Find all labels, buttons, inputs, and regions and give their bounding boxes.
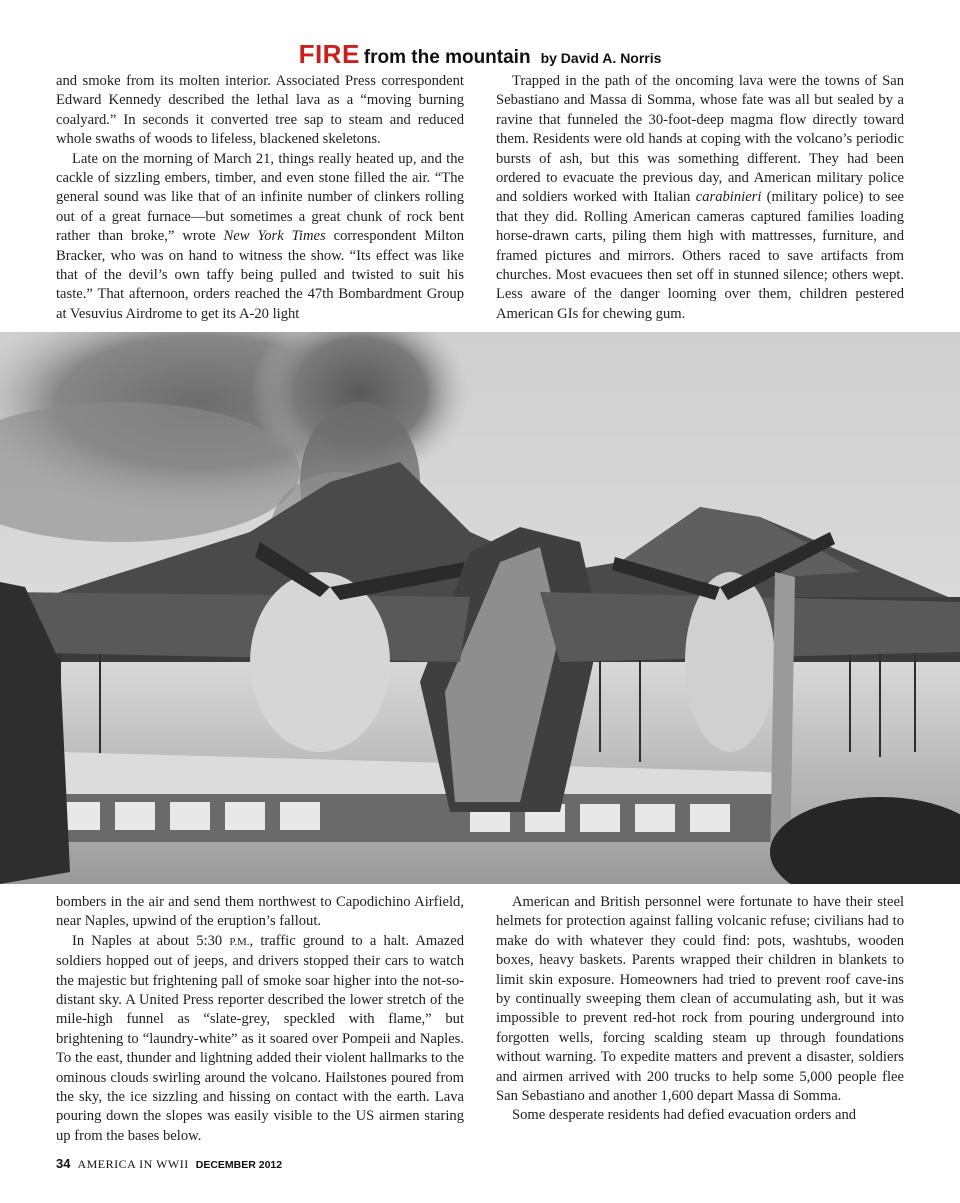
italic-term: carabinieri [695, 189, 762, 206]
page-footer [56, 1156, 282, 1172]
paragraph: and smoke from its molten interior. Associated Press correspondent Edward Kennedy described the lethal lava as a “moving burning coalyard.” In seconds it converted tree sap to steam and reduced whole swaths of woods to lifeless, blackened skeletons. [56, 73, 464, 148]
column-bottom-right [496, 893, 904, 1126]
paragraph: Late on the morning of March 21, things really heated up, and the cackle of sizzling embers, timber, and even stone filled the air. “The general sound was like that of an infinite number of clinkers rolling out of a great furnace—but sometimes a great chunk of rock bent rather than broke,” wrote New York Times correspondent Milton Bracker, who was on hand to witness the show. “Its effect was like that of the devil’s own taffy being pulled and twisted to suit his taste.” That afternoon, orders reached the 47th Bombardment Group at Vesuvius Airdrome to get its A-20 light [56, 150, 464, 322]
publication-name: New York Times [223, 228, 326, 245]
article-title: FIRE [298, 39, 360, 69]
magazine-name: AMERICA IN WWII [77, 1157, 189, 1171]
issue-date: DECEMBER 2012 [195, 1159, 283, 1171]
column-top-right [496, 72, 904, 324]
paragraph: bombers in the air and send them northwest to Capodichino Airfield, near Naples, upwind of the eruption’s fallout. [56, 894, 464, 930]
column-bottom-left [56, 893, 464, 1146]
paragraph: In Naples at about 5:30 P.M., traffic ground to a halt. Amazed soldiers hopped out of jeeps, and drivers stopped their cars to watch the majestic but frightening pall of smoke soar higher into the not-so-distant sky. A United Press reporter described the lower stretch of the mile-high funnel as “slate-grey, speckled with flame,” but brightening to “laundry-white” as it soared over Pompeii and Naples. To the east, thunder and lightning added their violent hallmarks to the ominous clouds swirling around the volcano. Hailstones poured from the sky, the ice sizzling and hissing on contact with the earth. Lava pouring down the slopes was easily visible to the US airmen staring up from the bases below. [56, 932, 464, 1144]
article-header [0, 40, 960, 73]
photo-damaged-aircraft-vesuvius [0, 332, 960, 884]
article-subtitle: from the mountain [363, 47, 531, 68]
page-number: 34 [56, 1156, 71, 1171]
paragraph: Trapped in the path of the oncoming lava were the towns of San Sebastiano and Massa di Somma, whose fate was all but sealed by a ravine that funneled the 30-foot-deep magma flow directly toward them. Residents were old hands at coping with the volcano’s periodic bursts of ash, but this was something different. They had been ordered to evacuate the previous day, and American military police and soldiers worked with Italian carabinieri (military police) to see that they did. Rolling American cameras captured families loading horse-drawn carts, piling them high with mattresses, furniture, and framed pictures and mirrors. Others raced to save artifacts from churches. Most evacuees then set off in stunned silence; others wept. Less aware of the danger looming over them, children pestered American GIs for chewing gum. [496, 73, 904, 322]
paragraph: American and British personnel were fortunate to have their steel helmets for protection against falling volcanic refuse; civilians had to make do with whatever they could find: pots, washtubs, wooden boxes, heavy baskets. Parents wrapped their children in blankets to limit skin exposure. Homeowners had tried to prevent roof cave-ins by continually sweeping them clean of accumulating ash, but it was impossible to prevent red-hot rock from pouring underground into forgotten wells, forcing scalding steam up through foundations without warning. To expedite matters and prevent a disaster, soldiers and airmen arrived with 200 trucks to help some 5,000 people flee San Sebastiano and another 1,600 depart Massa di Somma. [496, 894, 904, 1105]
byline: by David A. Norris [540, 50, 662, 66]
paragraph: Some desperate residents had defied evacuation orders and [512, 1107, 857, 1124]
time-abbrev: P.M. [229, 935, 250, 948]
column-top-left [56, 72, 464, 324]
